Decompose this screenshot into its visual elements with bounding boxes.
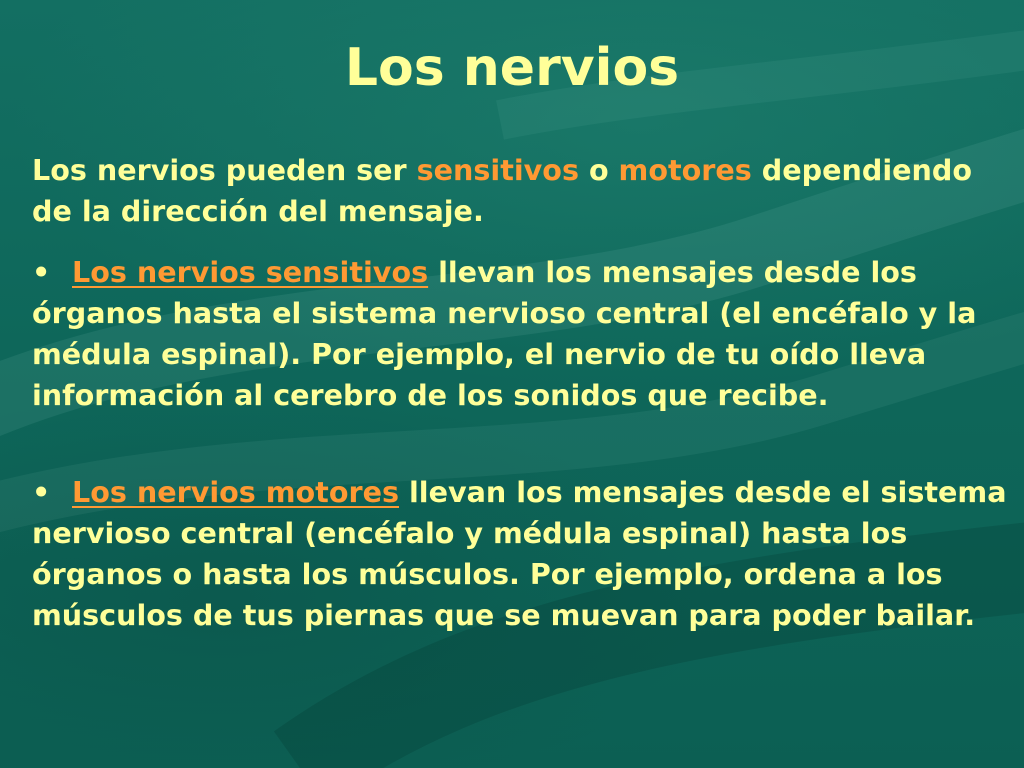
bullet-marker: • — [32, 475, 51, 509]
bullet-motores-text: llevan los mensajes desde el sistema nervioso central (encéfalo y médula espinal) hasta los órganos o hasta los músculos. Por ejemplo, ordena a los músculos de tus piernas que se muevan para poder bailar. — [32, 475, 1007, 632]
highlight-sensitivos: sensitivos — [416, 153, 579, 187]
intro-text-end: dependiendo de la dirección del mensaje. — [32, 153, 972, 228]
slide-title: Los nervios — [344, 38, 680, 98]
link-nervios-sensitivos[interactable]: Los nervios sensitivos — [72, 255, 429, 289]
bullet-marker: • — [32, 255, 51, 289]
bullet-sensitivos-text: llevan los mensajes desde los órganos hasta el sistema nervioso central (el encéfalo y la médula espinal). Por ejemplo, el nervio de tu oído lleva información al cerebro de los sonidos que recibe. — [32, 255, 977, 412]
bullet-motores — [32, 472, 1012, 636]
intro-paragraph — [32, 150, 1012, 232]
link-nervios-motores[interactable]: Los nervios motores — [72, 475, 400, 509]
intro-connector: o — [578, 153, 619, 187]
highlight-motores: motores — [618, 153, 752, 187]
bullet-sensitivos — [32, 252, 1012, 416]
intro-text-start: Los nervios pueden ser — [32, 153, 417, 187]
